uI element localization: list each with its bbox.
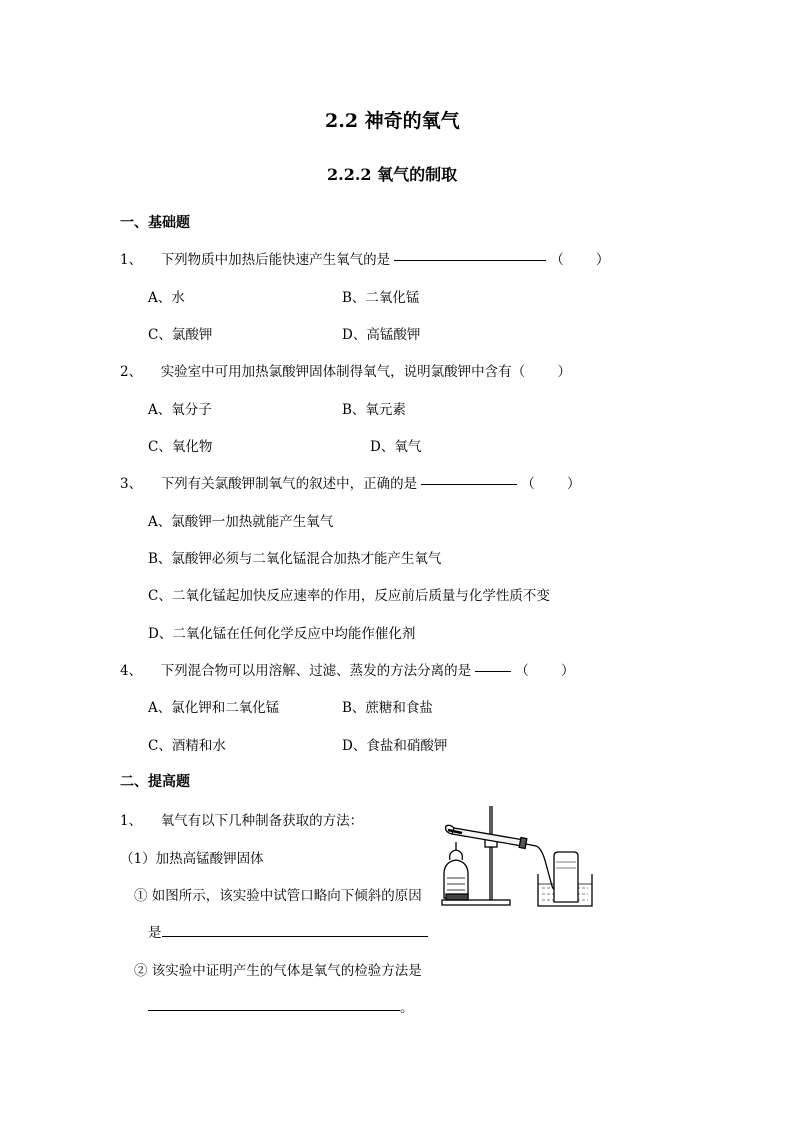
option: C、氯酸钾 (148, 327, 213, 343)
question-text: 下列有关氯酸钾制氧气的叙述中，正确的是 (160, 476, 418, 492)
option: D、食盐和硝酸钾 (342, 738, 448, 754)
option: A、氧分子 (148, 402, 212, 418)
question-number: 1、 (120, 813, 143, 829)
sub-question-1: （1）加热高锰酸钾固体 (120, 851, 264, 867)
item-1-line-1: ① 如图所示，该实验中试管口略向下倾斜的原因 (134, 888, 422, 904)
option: D、氧气 (370, 439, 422, 455)
item-1-line-2: 是 (148, 925, 162, 941)
option: A、水 (148, 290, 185, 306)
option: A、氯化钾和二氧化锰 (148, 700, 280, 716)
answer-paren: （ ） (521, 476, 581, 492)
page-title: 2.2 神奇的氧气 (325, 110, 460, 132)
question-text: 下列混合物可以用溶解、过滤、蒸发的方法分离的是 (160, 663, 472, 679)
question-number: 3、 (120, 476, 143, 492)
item-2: ② 该实验中证明产生的气体是氧气的检验方法是 (134, 963, 422, 979)
section-heading-advanced: 二、提高题 (120, 774, 190, 790)
answer-paren: （ ） (550, 252, 610, 268)
question-1 (120, 248, 609, 268)
answer-dash-line (394, 260, 546, 261)
question-2 (120, 360, 571, 380)
question-number: 1、 (120, 252, 143, 268)
question-4 (120, 659, 574, 679)
apparatus-illustration (438, 802, 598, 912)
advanced-question-1 (120, 809, 363, 829)
option: A、氯酸钾一加热就能产生氧气 (148, 514, 334, 530)
option: B、氧元素 (342, 402, 406, 418)
answer-dash-line (475, 671, 511, 672)
option: C、酒精和水 (148, 738, 226, 754)
option: B、蔗糖和食盐 (342, 700, 433, 716)
question-text: 实验室中可用加热氯酸钾固体制得氧气，说明氯酸钾中含有（ ） (160, 364, 571, 380)
answer-dash-line (421, 484, 517, 485)
question-number: 4、 (120, 663, 143, 679)
option: D、二氧化锰在任何化学反应中均能作催化剂 (148, 626, 416, 642)
question-3 (120, 472, 580, 492)
question-text: 下列物质中加热后能快速产生氧气的是 (160, 252, 391, 268)
question-text: 氧气有以下几种制备获取的方法： (160, 813, 364, 829)
answer-paren: （ ） (515, 663, 575, 679)
option: C、氧化物 (148, 439, 213, 455)
option: C、二氧化锰起加快反应速率的作用，反应前后质量与化学性质不变 (148, 588, 550, 604)
section-heading-basic: 一、基础题 (120, 215, 190, 231)
option: B、二氧化锰 (342, 290, 420, 306)
option: D、高锰酸钾 (342, 327, 421, 343)
option: B、氯酸钾必须与二氧化锰混合加热才能产生氧气 (148, 551, 442, 567)
answer-blank-line (148, 1010, 400, 1011)
answer-blank-line (162, 936, 428, 937)
end-mark: 。 (400, 1000, 414, 1016)
question-number: 2、 (120, 364, 143, 380)
page-subtitle: 2.2.2 氧气的制取 (327, 165, 458, 184)
